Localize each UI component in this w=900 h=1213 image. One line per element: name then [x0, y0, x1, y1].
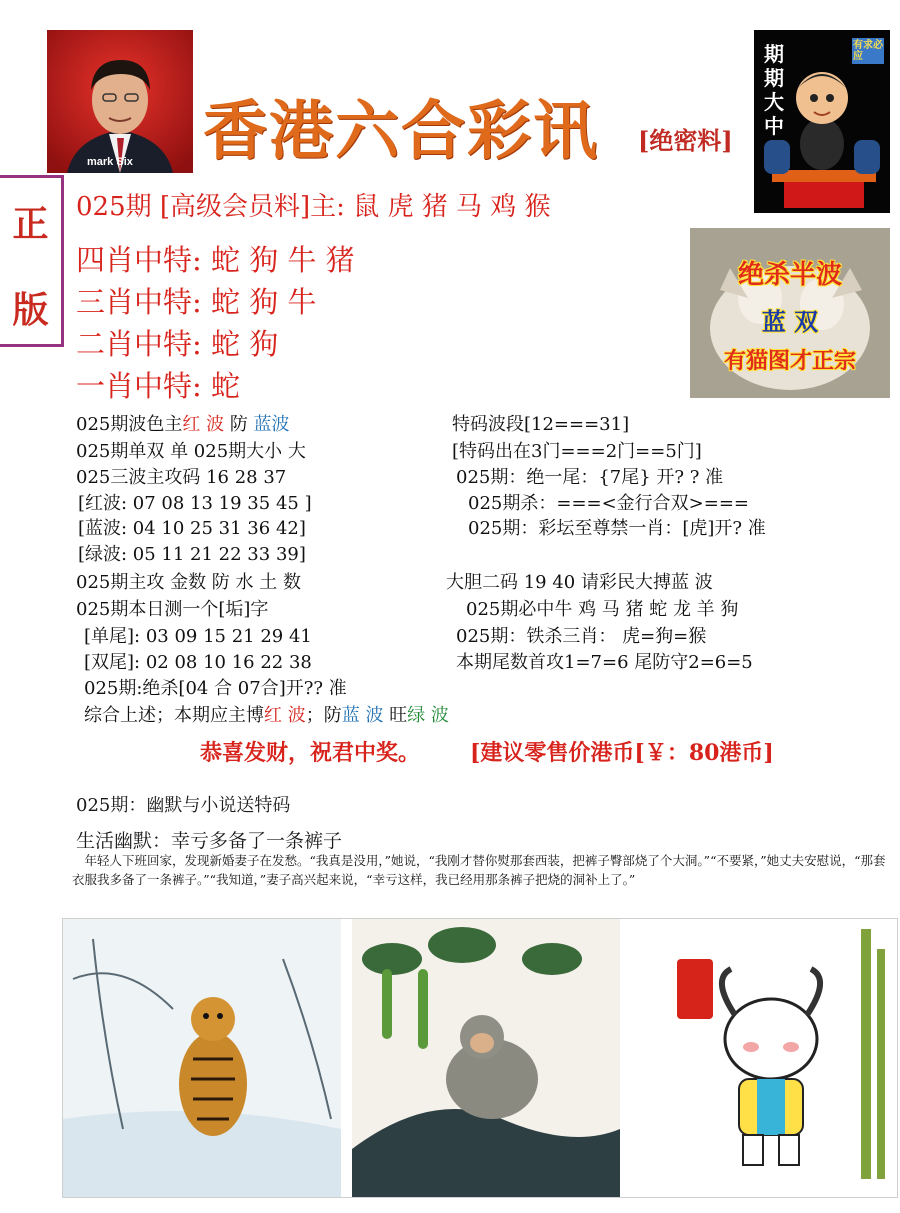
- tail-number-line: 本期尾数首攻1=7=6 尾防守2=6=5: [456, 652, 753, 673]
- summary-blue: 蓝 波: [341, 705, 384, 726]
- summary-red: 红 波: [264, 705, 306, 726]
- cat-image-box: [690, 228, 890, 398]
- summary-green: 绿 波: [407, 705, 449, 726]
- summary-mid2: 旺: [383, 705, 408, 726]
- three-zodiac-row: 三肖中特: 蛇 狗 牛: [76, 285, 317, 319]
- wave-main-line: [76, 410, 290, 436]
- price-text: [建议零售价港币[￥：80港币]: [470, 740, 774, 766]
- authentic-badge: [0, 175, 64, 347]
- even-tail-line: [双尾]: 02 08 10 16 22 38: [84, 652, 312, 673]
- paintings-strip: [62, 918, 898, 1198]
- special-band-line: 特码波段[12===31]: [452, 414, 630, 435]
- story-title: 生活幽默：幸亏多备了一条裤子: [76, 830, 343, 852]
- summary-prefix: 综合上述；本期应主博: [84, 705, 264, 726]
- monkey-painting: [352, 919, 620, 1197]
- tail-kill-line: 025期：绝一尾：{7尾} 开? ? 准: [456, 467, 724, 488]
- portrait-logo: mark Six: [87, 156, 133, 168]
- must-hit-line: 025期必中牛 鸡 马 猪 蛇 龙 羊 狗: [466, 599, 739, 620]
- congrats-text: 恭喜发财，祝君中奖。: [200, 740, 421, 766]
- cat-caption-3: 有猫图才正宗: [723, 348, 856, 374]
- forbidden-zodiac-line: 025期：彩坛至尊禁一肖：[虎]开? 准: [468, 518, 766, 539]
- main-attack-line: 025期主攻 金数 防 水 土 数: [76, 572, 301, 593]
- story-heading: 025期：幽默与小说送特码: [76, 795, 291, 816]
- wave-main-prefix: 025期波色主: [76, 414, 183, 435]
- portrait-photo: [47, 30, 193, 173]
- cartoon-tag: 有求必应: [853, 40, 883, 62]
- lucky-figure-image: [754, 30, 890, 213]
- badge-char-2: 版: [12, 289, 49, 331]
- green-wave-line: [绿波: 05 11 21 22 33 39]: [78, 544, 306, 565]
- kill-combo-line: 025期:绝杀[04 合 07合]开?? 准: [84, 678, 347, 699]
- page-subtitle: [绝密料]: [638, 126, 733, 155]
- badge-char-1: 正: [12, 203, 49, 245]
- summary-line: [84, 701, 449, 727]
- tiger-painting: [63, 919, 341, 1197]
- odd-tail-line: [单尾]: 03 09 15 21 29 41: [84, 626, 312, 647]
- two-code-line: 大胆二码 19 40 请彩民大搏蓝 波: [446, 572, 713, 593]
- cat-caption-1: 绝杀半波: [737, 260, 842, 290]
- odd-even-line: 025期单双 单 025期大小 大: [76, 441, 306, 462]
- members-main-row: 025期 [高级会员料]主: 鼠 虎 猪 马 鸡 猴: [76, 192, 551, 222]
- special-door-line: [特码出在3门===2门==5门]: [452, 441, 702, 462]
- one-zodiac-row: 一肖中特: 蛇: [76, 369, 240, 403]
- page-title: 香港六合彩讯: [203, 94, 599, 169]
- blue-wave-line: [蓝波: 04 10 25 31 36 42]: [78, 518, 306, 539]
- iron-kill-line: 025期：铁杀三肖： 虎=狗=猴: [456, 626, 707, 647]
- wave-main-red: 红 波: [182, 414, 225, 435]
- three-wave-line: 025三波主攻码 16 28 37: [76, 467, 287, 488]
- red-wave-line: [红波: 07 08 13 19 35 45 ]: [78, 493, 312, 514]
- wave-main-mid: 防: [224, 414, 254, 435]
- daily-char-line: 025期本日测一个[垢]字: [76, 599, 269, 620]
- goat-cartoon: [631, 919, 897, 1197]
- summary-mid: ；防: [305, 705, 342, 726]
- cartoon-text: 期期大中: [764, 42, 784, 138]
- wave-main-blue: 蓝波: [253, 414, 290, 435]
- metal-kill-line: 025期杀：===<金行合双>===: [468, 493, 750, 514]
- cat-caption-2: 蓝 双: [761, 307, 819, 336]
- two-zodiac-row: 二肖中特: 蛇 狗: [76, 327, 279, 361]
- story-body: 年轻人下班回家，发现新婚妻子在发愁。“我真是没用，”她说，“我刚才替你熨那套西装，把裤子臀部烧了个大洞。”“不要紧，”她丈夫安慰说，“那套衣服我多备了一条裤子。”“我知道，”妻子高兴起来说，“幸亏这样，我已经用那条裤子把烧的洞补上了。”: [72, 853, 886, 887]
- four-zodiac-row: 四肖中特: 蛇 狗 牛 猪: [76, 243, 355, 277]
